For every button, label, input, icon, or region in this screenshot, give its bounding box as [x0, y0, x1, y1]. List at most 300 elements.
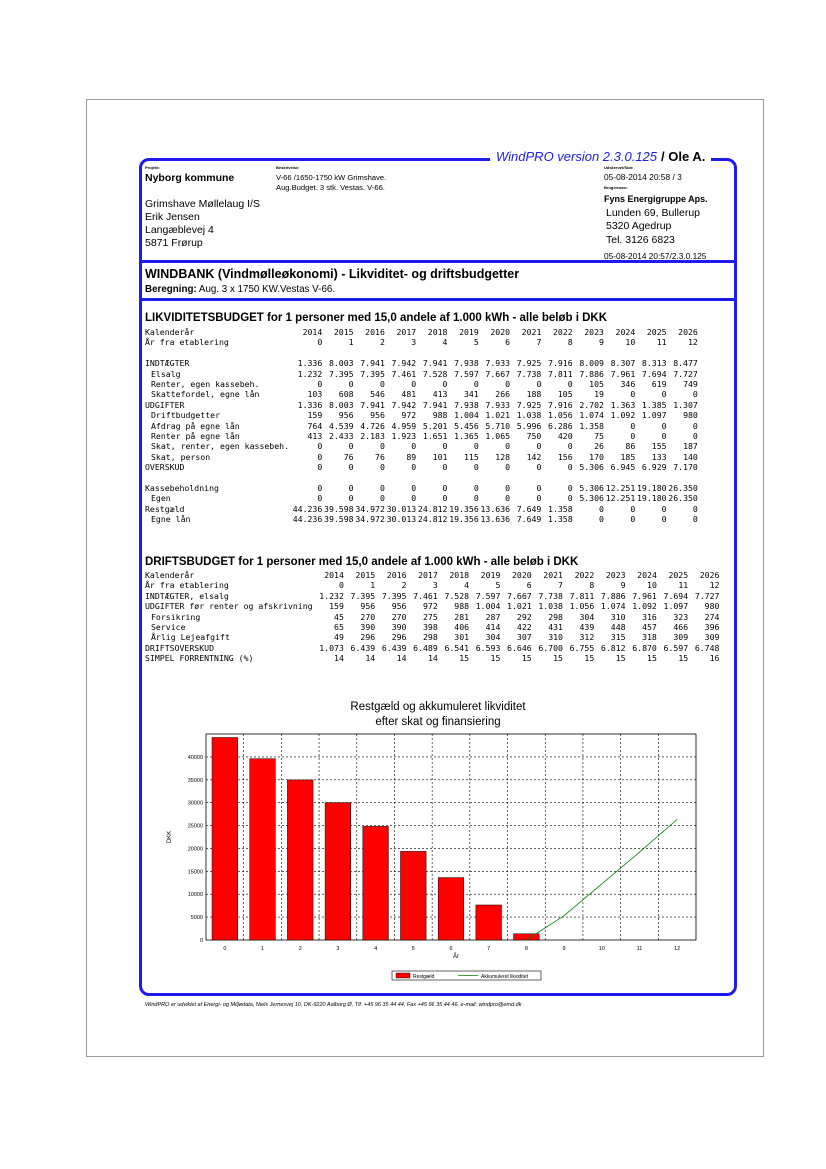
table-cell: 6.286	[548, 420, 573, 431]
table-cell: 764	[307, 420, 323, 431]
table-cell: 414	[485, 622, 501, 633]
table-cell: 0	[379, 379, 385, 390]
table-cell: 956	[370, 410, 385, 421]
table-cell: 0	[692, 420, 698, 431]
table-cell: 310	[548, 632, 563, 643]
table-cell: 0	[442, 483, 448, 494]
bar-restgaeld	[250, 759, 276, 940]
table-cell: 7.738	[516, 368, 542, 379]
table-cell	[573, 473, 604, 483]
table-cell: 1.365	[454, 431, 479, 442]
table-cell	[416, 473, 447, 483]
table-cell: 0	[317, 493, 323, 504]
table-cell: 0	[567, 462, 573, 473]
table-row	[145, 473, 698, 483]
module-title: WINDBANK (Vindmølleøkonomi) - Likviditet- og driftsbudgetter	[145, 267, 520, 281]
calculation-value: Aug. 3 x 1750 KW.Vestas V-66.	[198, 284, 336, 295]
table-cell: 0	[630, 420, 636, 431]
customer-line-1: Grimshave Møllelaug I/S	[145, 198, 260, 210]
table-cell: 296	[391, 632, 407, 643]
row-label: Kassebeholdning	[145, 483, 219, 494]
legend-label-likviditet: Akkumuleret likviditet	[481, 974, 528, 980]
table-cell: 2	[379, 337, 385, 348]
table-cell: 24.812	[417, 503, 448, 514]
table-cell: 0	[505, 493, 511, 504]
table-cell: 1.363	[610, 399, 636, 410]
table-cell: 6.812	[600, 642, 626, 653]
row-label: INDTÆGTER	[145, 358, 190, 369]
table-cell: 0	[348, 462, 354, 473]
table-cell: 0	[692, 431, 698, 442]
table-cell: 5.456	[454, 420, 479, 431]
table-cell: 1.232	[297, 368, 323, 379]
table-cell: 1.336	[297, 399, 323, 410]
table-cell: 15	[615, 653, 626, 664]
project-caption: Projekt:	[145, 165, 160, 170]
table-cell: 14	[334, 653, 344, 664]
table-cell: 0	[692, 514, 698, 525]
table-cell	[291, 348, 322, 358]
table-cell: 7.738	[538, 590, 563, 601]
x-tick-label: 9	[562, 946, 566, 952]
table-cell: 1.651	[422, 431, 448, 442]
table-cell: 1.056	[569, 601, 595, 612]
table-cell: 7.649	[516, 514, 542, 525]
licensee-address-2: 5320 Agedrup	[606, 220, 672, 232]
table-cell: 10	[647, 580, 657, 591]
table-row	[145, 601, 719, 611]
table-cell: 2	[401, 580, 407, 591]
table-cell: 5.201	[422, 420, 448, 431]
table-cell: 7.925	[516, 399, 542, 410]
table-cell: 2.702	[579, 399, 604, 410]
table-cell: 406	[454, 622, 470, 633]
table-cell: 7.395	[350, 590, 376, 601]
table-cell: 956	[391, 601, 407, 612]
table-cell: 6.748	[694, 642, 720, 653]
table-cell: 270	[391, 611, 407, 622]
table-cell: 0	[567, 441, 573, 452]
table-cell: 7.942	[391, 358, 417, 369]
table-cell: 1.092	[632, 601, 657, 612]
table-cell: 266	[495, 389, 511, 400]
row-label: Forsikring	[151, 611, 201, 622]
table-cell: 39.598	[324, 503, 354, 514]
table-cell: 274	[704, 611, 720, 622]
table-cell: 9	[599, 337, 604, 348]
table-cell: 30.013	[386, 503, 417, 514]
row-label	[145, 473, 291, 483]
table-cell: 304	[485, 632, 501, 643]
table-cell: 26.350	[668, 483, 698, 494]
table-cell: 159	[329, 601, 344, 612]
row-label: Driftbudgetter	[151, 410, 221, 421]
table-cell: 7.938	[454, 399, 479, 410]
row-label: Restgæld	[145, 503, 185, 514]
table-cell: 1.056	[548, 410, 573, 421]
table-cell: 0	[599, 514, 604, 525]
table-cell: 6.945	[610, 462, 636, 473]
table-cell: 0	[442, 462, 448, 473]
table-cell: 103	[307, 389, 323, 400]
table-cell: 6	[505, 337, 511, 348]
table-cell: 1.232	[319, 590, 344, 601]
table-cell: 413	[307, 431, 323, 442]
table-cell: 0	[599, 503, 604, 514]
table-cell	[573, 348, 604, 358]
table-cell: 7.649	[516, 503, 542, 514]
table-cell: 101	[432, 451, 448, 462]
table-cell	[479, 348, 510, 358]
table-cell: 315	[610, 632, 626, 643]
table-cell: 7	[536, 337, 542, 348]
table-cell: 341	[463, 389, 479, 400]
table-cell: 0	[505, 441, 511, 452]
table-cell: 7.941	[422, 399, 448, 410]
debt-liquidity-chart	[140, 690, 736, 990]
table-cell: 76	[343, 451, 354, 462]
table-cell: 546	[370, 389, 385, 400]
table-cell: 1.358	[579, 420, 604, 431]
bar-restgaeld	[363, 826, 389, 940]
table-cell: 1.092	[610, 410, 636, 421]
table-cell: 448	[610, 622, 626, 633]
licensee-phone: Tel. 3126 6823	[606, 234, 675, 246]
bar-restgaeld	[514, 934, 540, 940]
bar-restgaeld	[287, 780, 313, 940]
table-cell: 0	[630, 503, 636, 514]
table-cell: 972	[423, 601, 438, 612]
table-cell: 0	[379, 462, 385, 473]
x-tick-label: 3	[336, 946, 340, 952]
table-cell: 1.385	[641, 399, 667, 410]
table-cell: 0	[411, 379, 417, 390]
table-cell: 1.021	[507, 601, 532, 612]
table-cell: 7.694	[641, 368, 667, 379]
table-cell: 1.038	[516, 410, 542, 421]
table-cell: 1.065	[485, 431, 511, 442]
table-cell: 1.021	[485, 410, 511, 421]
table-cell: 6	[526, 580, 532, 591]
table-cell: 2024	[615, 327, 636, 337]
table-cell: 15	[647, 653, 657, 664]
table-cell: 7.941	[422, 358, 448, 369]
bar-restgaeld	[212, 737, 238, 940]
table-cell: 298	[548, 611, 563, 622]
table-cell: 2014	[324, 570, 344, 580]
table-cell: 2017	[396, 327, 417, 337]
table-cell: 0	[317, 337, 323, 348]
table-cell: 6.646	[507, 642, 532, 653]
table-cell: 7.941	[360, 358, 385, 369]
table-cell: 980	[683, 410, 698, 421]
x-tick-label: 11	[636, 946, 643, 952]
table-cell: 7.941	[360, 399, 385, 410]
table-cell: 1	[348, 337, 354, 348]
table-cell: 7.942	[391, 399, 417, 410]
table-cell: 0	[505, 483, 511, 494]
row-label: OVERSKUD	[145, 462, 185, 473]
table-cell: 309	[673, 632, 689, 643]
chart-subtitle: efter skat og finansiering	[375, 716, 501, 728]
table-cell: 7.597	[475, 590, 501, 601]
table-row	[145, 431, 698, 441]
table-cell: 1.004	[475, 601, 501, 612]
table-cell: 155	[651, 441, 667, 452]
table-cell: 49	[334, 632, 344, 643]
table-cell	[510, 473, 541, 483]
table-cell: 6.541	[444, 642, 470, 653]
table-cell: 7.727	[694, 590, 720, 601]
table-cell: 7.528	[444, 590, 470, 601]
table-cell: 4.959	[391, 420, 417, 431]
table-cell: 0	[411, 462, 417, 473]
table-cell: 8	[567, 337, 573, 348]
table-cell: 0	[411, 493, 417, 504]
description-line-2: Aug.Budget. 3 stk. Vestas. V-66.	[276, 183, 385, 192]
software-version: WindPRO version 2.3.0.125	[496, 149, 658, 164]
table-cell: 0	[661, 503, 667, 514]
table-cell: 0	[317, 451, 323, 462]
bar-restgaeld	[400, 851, 426, 940]
row-label: Renter, egen kassebeh.	[151, 379, 260, 390]
table-cell: 75	[594, 431, 604, 442]
calculation-line	[145, 284, 335, 295]
y-tick-label: 25000	[187, 823, 203, 830]
table-cell: 0	[348, 379, 354, 390]
table-cell: 7.961	[610, 368, 636, 379]
x-tick-label: 0	[223, 946, 227, 952]
x-tick-label: 2	[298, 946, 302, 952]
table-cell: 6.597	[663, 642, 689, 653]
row-label: UDGIFTER før renter og afskrivning	[145, 601, 313, 612]
table-cell: 2019	[459, 327, 479, 337]
table-cell: 15	[678, 653, 689, 664]
table-cell: 6.755	[569, 642, 595, 653]
table-cell: 281	[454, 611, 470, 622]
table-cell: 0	[661, 431, 667, 442]
table-cell: 0	[348, 441, 354, 452]
table-cell: 0	[379, 493, 385, 504]
table-cell: 2017	[418, 570, 438, 580]
table-cell: 142	[526, 451, 542, 462]
table-cell: 7	[558, 580, 563, 591]
table-cell: 0	[630, 431, 636, 442]
table-cell	[385, 348, 416, 358]
header-divider	[140, 260, 736, 263]
row-label: Service	[151, 622, 186, 633]
table-cell: 0	[692, 389, 698, 400]
table-row	[145, 653, 719, 663]
table-cell: 1.358	[548, 514, 573, 525]
table-cell: 1	[370, 580, 376, 591]
table-cell: 1.074	[579, 410, 604, 421]
table-cell: 2022	[574, 570, 595, 580]
x-tick-label: 10	[598, 946, 605, 952]
table-cell	[447, 348, 478, 358]
table-cell: 6.489	[413, 642, 438, 653]
row-label: Skat, person	[151, 451, 211, 462]
x-tick-label: 8	[524, 946, 528, 952]
table-cell: 188	[526, 389, 542, 400]
table-cell: 2022	[552, 327, 573, 337]
x-tick-label: 4	[374, 946, 378, 952]
table-cell: 307	[516, 632, 532, 643]
table-cell: 14	[365, 653, 376, 664]
table-cell: 972	[401, 410, 417, 421]
table-cell: 7.886	[579, 368, 604, 379]
table-cell: 6.439	[381, 642, 407, 653]
table-cell: 7.916	[548, 358, 573, 369]
table-cell: 0	[379, 483, 385, 494]
row-label: Skattefordel, egne lån	[151, 389, 260, 400]
y-axis-label: DKK	[167, 830, 173, 844]
table-cell: 0	[661, 420, 667, 431]
table-cell	[635, 473, 666, 483]
row-label: Skat, renter, egen kassebeh.	[151, 441, 290, 452]
table-cell: 7.727	[673, 368, 698, 379]
table-cell: 26.350	[668, 493, 698, 504]
table-row	[145, 389, 698, 399]
table-cell: 7.528	[422, 368, 448, 379]
table-cell: 7.694	[663, 590, 689, 601]
licensee-name: Fyns Energigruppe Aps.	[604, 194, 708, 204]
table-cell: 2024	[637, 570, 657, 580]
table-cell	[541, 473, 572, 483]
table-cell: 7.461	[413, 590, 438, 601]
table-cell: 7.886	[600, 590, 626, 601]
table-cell: 309	[704, 632, 720, 643]
table-row	[145, 591, 719, 601]
table-cell: 2018	[449, 570, 470, 580]
table-row	[145, 410, 698, 420]
table-cell: 12	[688, 337, 698, 348]
table-cell: 115	[463, 451, 479, 462]
table-row	[145, 421, 698, 431]
table-cell: 8.313	[641, 358, 667, 369]
table-cell: 7.925	[516, 358, 542, 369]
y-tick-label: 35000	[187, 777, 203, 784]
table-cell: 14	[396, 653, 407, 664]
row-label: År fra etablering	[145, 580, 229, 591]
table-cell: 287	[485, 611, 501, 622]
table-cell: 4.539	[328, 420, 354, 431]
y-tick-label: 5000	[190, 915, 203, 922]
table-cell: 0	[338, 580, 344, 591]
legend-swatch-restgaeld	[396, 973, 410, 978]
table-cell: 2020	[511, 570, 532, 580]
module-divider	[140, 298, 736, 301]
table-cell: 0	[536, 462, 542, 473]
table-row	[145, 337, 698, 347]
table-cell: 8.003	[328, 399, 354, 410]
row-label: Kalenderår	[145, 327, 195, 337]
table-cell	[322, 473, 353, 483]
table-cell: 5.306	[579, 493, 604, 504]
table-cell: 7.597	[454, 368, 479, 379]
table-cell: 86	[625, 441, 636, 452]
table-cell	[385, 473, 416, 483]
table-cell: 2023	[584, 327, 604, 337]
x-tick-label: 7	[487, 946, 491, 952]
table-cell: 1.336	[297, 358, 323, 369]
table-cell: 619	[651, 379, 667, 390]
table-cell: 15	[521, 653, 532, 664]
table-cell	[604, 473, 635, 483]
table-cell: 45	[334, 611, 344, 622]
table-row	[145, 462, 698, 472]
software-version-title	[490, 149, 711, 164]
table-cell: 2.183	[360, 431, 385, 442]
table-cell: 7.933	[485, 399, 511, 410]
table-cell: 4	[442, 337, 448, 348]
table-row	[145, 400, 698, 410]
table-cell: 0	[536, 379, 542, 390]
table-cell: 323	[673, 611, 689, 622]
table-cell: 750	[526, 431, 542, 442]
licensee-address-1: Lunden 69, Bullerup	[606, 207, 700, 219]
table-cell: 8	[589, 580, 595, 591]
table-cell	[322, 348, 353, 358]
table-cell: 170	[589, 451, 604, 462]
table-cell: 5	[495, 580, 501, 591]
table-cell: 0	[630, 514, 636, 525]
customer-line-2: Erik Jensen	[145, 211, 200, 223]
row-label: Elsalg	[151, 368, 181, 379]
table-cell: 156	[557, 451, 573, 462]
table-cell: 0	[661, 514, 667, 525]
table-cell: 2016	[386, 570, 407, 580]
table-row	[145, 622, 719, 632]
table-cell: 988	[432, 410, 448, 421]
table-cell: 296	[360, 632, 376, 643]
table-cell: 346	[620, 379, 636, 390]
table-cell: 2015	[355, 570, 376, 580]
table-cell: 2026	[699, 570, 720, 580]
table-cell: 65	[334, 622, 344, 633]
liquidity-title: LIKVIDITETSBUDGET for 1 personer med 15,0 andele af 1.000 kWh - alle beløb i DKK	[145, 312, 608, 324]
table-cell: 7.811	[548, 368, 573, 379]
table-cell: 15	[553, 653, 563, 664]
table-cell: 34.972	[355, 503, 385, 514]
table-cell: 0	[411, 483, 417, 494]
table-cell: 0	[473, 462, 479, 473]
table-cell: 0	[567, 493, 573, 504]
row-label: UDGIFTER	[145, 399, 185, 410]
table-cell: 2014	[302, 327, 323, 337]
table-cell: 298	[423, 632, 438, 643]
table-cell: 2025	[646, 327, 667, 337]
table-cell: 7.395	[360, 368, 385, 379]
table-cell: 2025	[668, 570, 689, 580]
table-cell: 44.236	[292, 514, 323, 525]
row-label: År fra etablering	[145, 337, 229, 348]
row-label: Egen	[151, 493, 171, 504]
table-cell: 6.929	[641, 462, 667, 473]
table-cell: 431	[548, 622, 563, 633]
table-cell: 7.461	[391, 368, 417, 379]
liquidity-table	[145, 327, 698, 525]
table-cell: 310	[610, 611, 626, 622]
table-cell: 6.870	[632, 642, 657, 653]
table-cell: 390	[360, 622, 376, 633]
table-cell: 13.636	[480, 514, 511, 525]
row-label: Kalenderår	[145, 570, 195, 580]
table-cell: 1.358	[548, 503, 573, 514]
y-tick-label: 40000	[187, 754, 203, 761]
table-cell: 2016	[365, 327, 385, 337]
table-cell: 2015	[333, 327, 354, 337]
